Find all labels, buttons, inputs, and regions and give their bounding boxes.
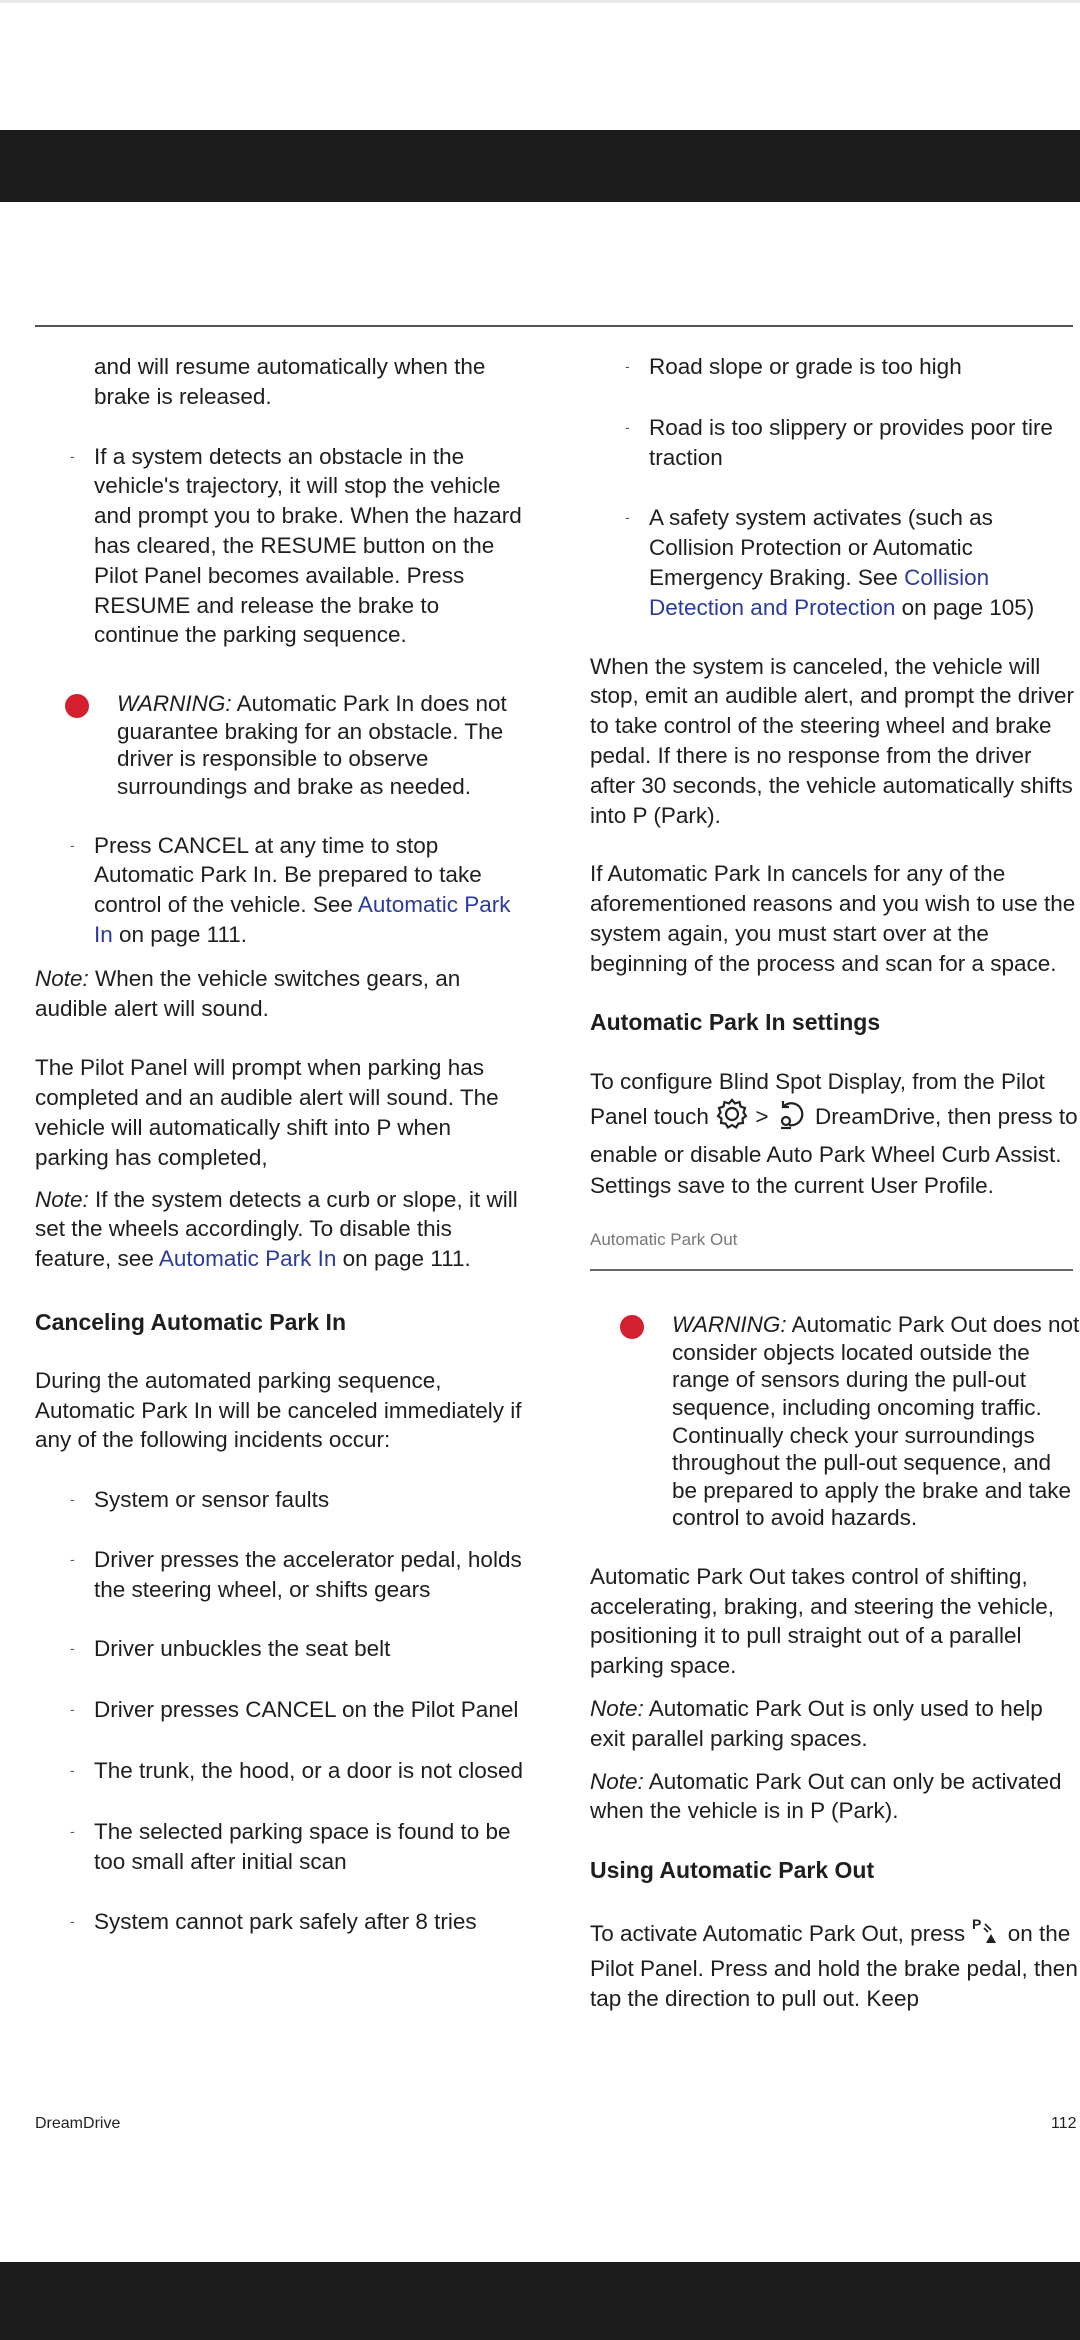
top-dark-bar — [0, 130, 1080, 202]
note-curb-page-ref: on page 111. — [336, 1246, 471, 1272]
right-column — [590, 352, 1080, 2013]
warning-label: WARNING: — [672, 1312, 787, 1338]
list-item-slope: - Road slope or grade is too high — [590, 352, 1080, 382]
list-item: - System or sensor faults — [35, 1485, 525, 1515]
warning-icon — [65, 694, 89, 718]
cancel-page-ref: on page 111. — [112, 921, 248, 947]
settings-post-text: then press to enable or disable Auto Park Wheel Curb Assist. Settings save to the current User Profile. — [590, 1104, 1078, 1199]
bottom-dark-bar — [0, 2262, 1080, 2340]
list-item: - Driver presses the accelerator pedal, holds the steering wheel, or shifts gears — [35, 1545, 525, 1605]
prompt-paragraph: The Pilot Panel will prompt when parking has completed and an audible alert will sound. The vehicle will automatically shift into P when parking has completed, — [35, 1055, 499, 1170]
section-rule — [590, 1269, 1073, 1271]
park-assist-icon — [971, 1916, 1001, 1954]
using-text: To activate Automatic Park Out, press — [590, 1920, 966, 1946]
note-label: Note: — [590, 1768, 644, 1794]
note-curb-text: If the system detects a curb or slope, it will set the wheels accordingly. To disable this feature, see — [35, 1186, 518, 1272]
safety-page-ref: on page 105) — [895, 594, 1035, 620]
settings-separator: > — [755, 1104, 769, 1130]
link-automatic-park-in[interactable]: Automatic Park In — [94, 892, 511, 947]
park-out-paragraph: Automatic Park Out takes control of shifting, accelerating, braking, and steering the vehicle, positioning it to pull straight out of a parallel parking space. — [590, 1563, 1055, 1679]
settings-heading: Automatic Park In settings — [590, 1008, 881, 1035]
settings-dreamdrive-label: DreamDrive, — [815, 1104, 942, 1130]
dreamdrive-icon — [775, 1097, 809, 1139]
top-edge-line — [0, 0, 1080, 3]
warning-park-out — [590, 1311, 1080, 1532]
settings-paragraph — [590, 1066, 1080, 1201]
warning-text: Automatic Park Out does not consider objects located outside the range of sensors during the pull-out sequence, including oncoming traffic. Continually check your surroundings throughout the pull-out sequence, and be prepared to apply the brake and take control to avoid hazards. — [672, 1312, 1080, 1531]
link-automatic-park-in-2[interactable]: Automatic Park In — [158, 1246, 337, 1272]
section-label-row — [590, 1223, 1080, 1255]
note-label: Note: — [35, 965, 89, 991]
note-park — [590, 1767, 1080, 1827]
list-item: - System cannot park safely after 8 tries — [35, 1907, 525, 1937]
list-item-slippery: - Road is too slippery or provides poor tire traction — [590, 413, 1080, 473]
svg-text:P: P — [972, 1916, 982, 1933]
list-item: - The trunk, the hood, or a door is not closed — [35, 1756, 525, 1786]
note-park-text: Automatic Park Out can only be activated when the vehicle is in P (Park). — [590, 1768, 1062, 1824]
warning-icon — [620, 1315, 644, 1339]
link-collision-detection[interactable]: Collision Detection and Protection — [649, 564, 990, 620]
section-label: Automatic Park Out — [590, 1230, 738, 1250]
note-curb — [35, 1185, 525, 1274]
warning-park-in — [35, 690, 525, 800]
page-number: 112 — [1051, 2115, 1077, 2132]
using-post-text: on the Pilot Panel. Press and hold the brake pedal, then tap the direction to pull out. Keep — [590, 1920, 1078, 2011]
warning-label: WARNING: — [117, 691, 232, 717]
canceling-heading: Canceling Automatic Park In — [35, 1308, 346, 1335]
using-heading: Using Automatic Park Out — [590, 1857, 875, 1884]
restart-paragraph: If Automatic Park In cancels for any of the aforementioned reasons and you wish to use the system again, you must start over at the beginning of the process and scan for a space. — [590, 861, 1076, 976]
gear-icon — [715, 1097, 749, 1139]
list-item-obstacle: - If a system detects an obstacle in the vehicle's trajectory, it will stop the vehicle and prompt you to brake. When the hazard has cleared, the RESUME button on the Pilot Panel becomes available. Press RESUME and release the brake to continue the parking sequence. — [35, 442, 525, 651]
note-parallel-text: Automatic Park Out is only used to help exit parallel parking spaces. — [590, 1696, 1043, 1751]
header-rule — [35, 325, 1073, 327]
list-item: - Driver unbuckles the seat belt — [35, 1634, 525, 1664]
note-label: Note: — [35, 1186, 89, 1212]
continued-text: and will resume automatically when the brake is released. — [94, 354, 486, 409]
settings-text: To configure Blind Spot Display, from the Pilot Panel touch — [590, 1069, 1045, 1130]
note-gears — [35, 964, 525, 1024]
list-item: - Driver presses CANCEL on the Pilot Panel — [35, 1695, 525, 1725]
footer-brand: DreamDrive — [35, 2115, 121, 2132]
safety-text: A safety system activates (such as Collision Protection or Automatic Emergency Braking. See — [649, 505, 993, 590]
canceling-intro: During the automated parking sequence, Automatic Park In will be canceled immediately if any of the following incidents occur: — [35, 1367, 522, 1453]
using-paragraph — [590, 1916, 1080, 2013]
cancel-text: Press CANCEL at any time to stop Automatic Park In. Be prepared to take control of the vehicle. See — [94, 832, 482, 918]
note-parallel — [590, 1694, 1080, 1754]
note-label: Note: — [590, 1696, 644, 1722]
list-item-cancel — [35, 831, 525, 950]
list-item-safety-system — [590, 503, 1080, 622]
canceled-paragraph: When the system is canceled, the vehicle will stop, emit an audible alert, and prompt the driver to take control of the steering wheel and brake pedal. If there is no response from the driver after 30 seconds, the vehicle automatically shifts into P (Park). — [590, 653, 1075, 828]
note-gears-text: When the vehicle switches gears, an audible alert will sound. — [35, 965, 461, 1021]
warning-text: Automatic Park In does not guarantee braking for an obstacle. The driver is responsible to observe surroundings and brake as needed. — [117, 691, 507, 799]
list-item: - The selected parking space is found to be too small after initial scan — [35, 1817, 525, 1877]
left-column — [35, 352, 525, 1937]
